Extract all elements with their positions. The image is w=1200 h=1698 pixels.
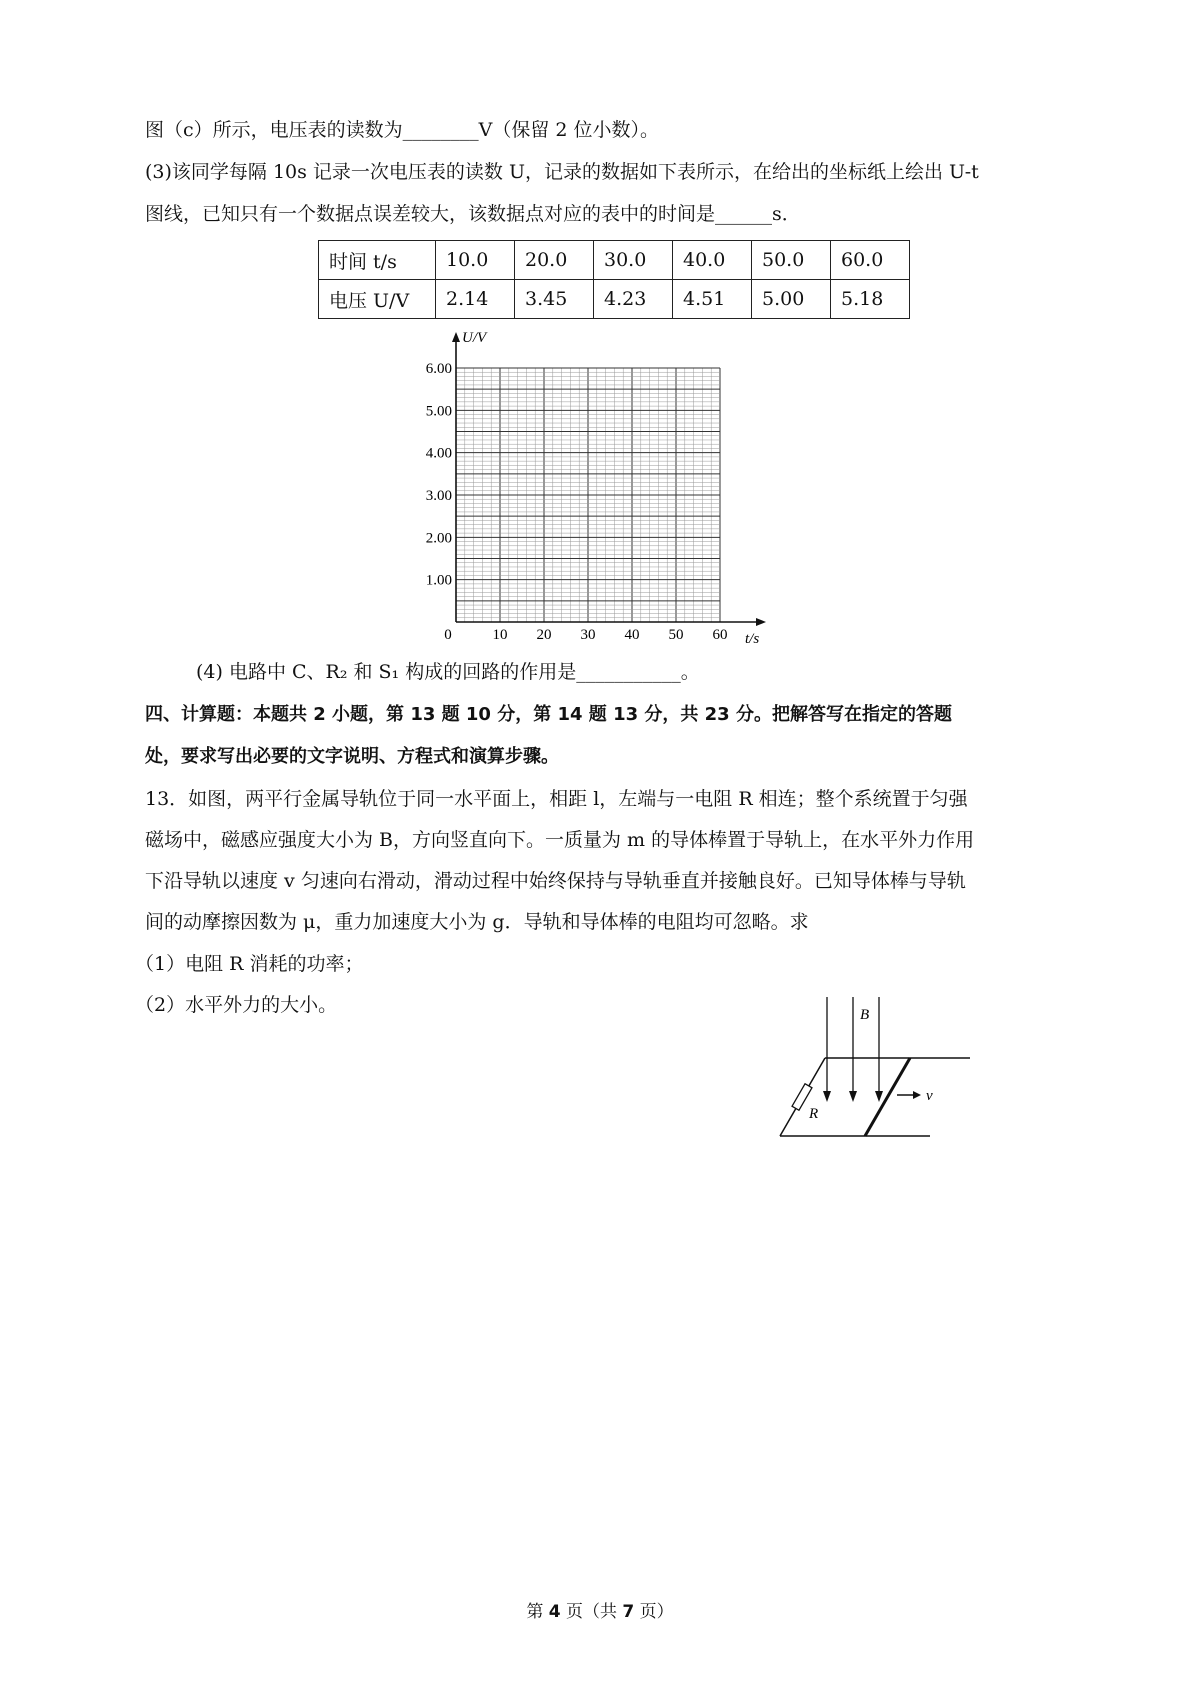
page-footer <box>0 1597 1200 1622</box>
page-number: 4 <box>548 1602 561 1622</box>
problem-13-line-3: 下沿导轨以速度 v 匀速向右滑动，滑动过程中始终保持与导轨垂直并接触良好。已知导体棒与导轨 <box>145 870 966 892</box>
problem-13-line-2: 磁场中，磁感应强度大小为 B，方向竖直向下。一质量为 m 的导体棒置于导轨上，在水平外力作用 <box>145 829 975 851</box>
x-tick-label: 0 <box>444 627 452 643</box>
table-cell: 3.45 <box>515 280 594 319</box>
section-heading: 四、计算题：本题共 2 小题，第 13 题 10 分，第 14 题 13 分，共 23 分。把解答写在指定的答题 <box>145 704 952 725</box>
subquestion-2: （2）水平外力的大小。 <box>135 994 338 1016</box>
x-tick-label: 60 <box>712 627 728 643</box>
field-arrowhead <box>875 1091 883 1102</box>
y-tick-label: 1.00 <box>425 572 452 589</box>
table-cell: 40.0 <box>673 241 752 280</box>
table-cell: 50.0 <box>752 241 831 280</box>
table-row <box>319 280 910 319</box>
answer-line-voltage: 图（c）所示，电压表的读数为________V（保留 2 位小数）。 <box>145 119 660 141</box>
x-tick-label: 10 <box>492 627 508 643</box>
table-header-time: 时间 t/s <box>319 241 436 280</box>
velocity-label: v <box>926 1088 933 1104</box>
coordinate-grid <box>400 330 780 645</box>
y-tick-label: 5.00 <box>425 403 452 420</box>
y-axis-arrow <box>452 332 460 342</box>
x-tick-label: 50 <box>668 627 684 643</box>
table-cell: 5.00 <box>752 280 831 319</box>
footer-suffix: 页） <box>639 1602 674 1622</box>
table-cell: 20.0 <box>515 241 594 280</box>
table-cell: 4.23 <box>594 280 673 319</box>
table-cell: 60.0 <box>831 241 910 280</box>
resistor-label: R <box>809 1106 819 1122</box>
table-cell: 5.18 <box>831 280 910 319</box>
footer-middle: 页（共 <box>566 1602 617 1622</box>
table-cell: 4.51 <box>673 280 752 319</box>
y-tick-label: 4.00 <box>425 445 452 462</box>
rail-diagram <box>770 995 980 1145</box>
table-row <box>319 241 910 280</box>
table-cell: 30.0 <box>594 241 673 280</box>
x-axis-label: t/s <box>745 631 760 645</box>
field-label: B <box>860 1007 870 1023</box>
subquestion-1: （1）电阻 R 消耗的功率； <box>135 953 364 975</box>
question-4-text: (4) 电路中 C、R₂ 和 S₁ 构成的回路的作用是___________。 <box>196 661 700 683</box>
question-3-text: (3)该同学每隔 10s 记录一次电压表的读数 U，记录的数据如下表所示，在给出的坐标纸上绘出 U-t <box>145 161 979 183</box>
x-tick-label: 40 <box>624 627 640 643</box>
table-cell: 2.14 <box>436 280 515 319</box>
section-heading-cont: 处，要求写出必要的文字说明、方程式和演算步骤。 <box>145 746 559 767</box>
magnetic-field-arrows <box>823 997 883 1102</box>
field-arrowhead <box>823 1091 831 1102</box>
velocity-arrowhead <box>913 1091 921 1099</box>
page-total: 7 <box>622 1602 635 1622</box>
field-arrowhead <box>849 1091 857 1102</box>
conductor-rod <box>865 1058 910 1136</box>
y-axis-label: U/V <box>462 330 487 346</box>
table-header-voltage: 电压 U/V <box>319 280 436 319</box>
y-tick-label: 2.00 <box>425 530 452 547</box>
data-table <box>318 240 910 319</box>
x-tick-label: 20 <box>536 627 552 643</box>
problem-13-line-1: 13．如图，两平行金属导轨位于同一水平面上，相距 l，左端与一电阻 R 相连；整个系统置于匀强 <box>145 788 968 810</box>
y-tick-label: 3.00 <box>425 488 452 504</box>
question-3-text-cont: 图线，已知只有一个数据点误差较大，该数据点对应的表中的时间是______s． <box>145 203 801 225</box>
footer-prefix: 第 <box>526 1602 544 1622</box>
table-cell: 10.0 <box>436 241 515 280</box>
problem-13-line-4: 间的动摩擦因数为 μ，重力加速度大小为 g．导轨和导体棒的电阻均可忽略。求 <box>145 911 809 933</box>
x-axis-arrow <box>756 618 766 626</box>
y-tick-label: 6.00 <box>425 361 452 377</box>
grid-lines <box>456 368 720 622</box>
x-tick-label: 30 <box>580 627 596 643</box>
